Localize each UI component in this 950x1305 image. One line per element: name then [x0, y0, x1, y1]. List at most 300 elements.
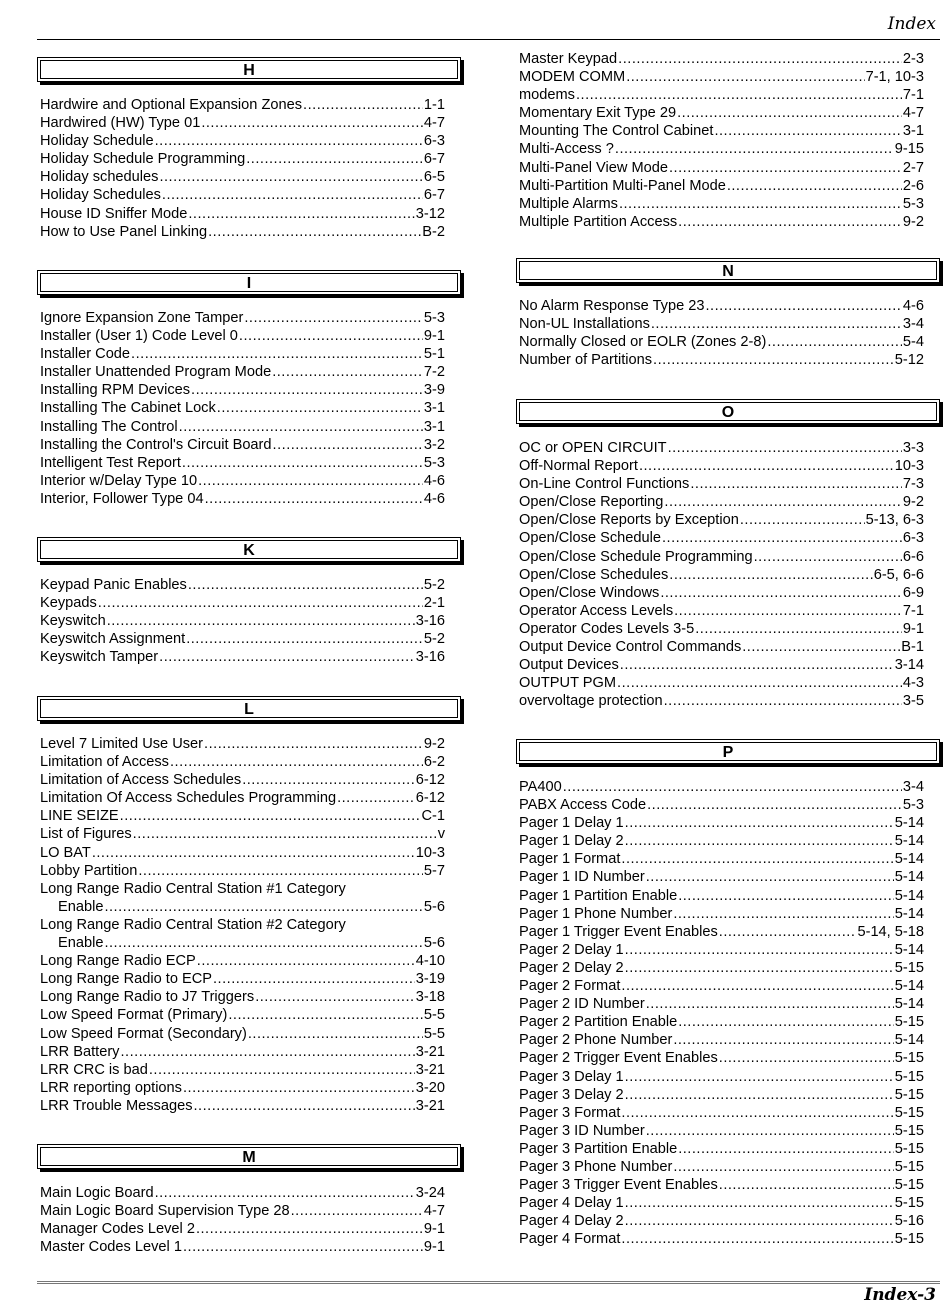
- index-entry: [40, 186, 445, 204]
- index-term: No Alarm Response Type 23: [519, 298, 705, 314]
- index-entry: [40, 363, 445, 381]
- index-page-ref: B-2: [422, 223, 445, 240]
- index-page-ref: 9-1: [902, 620, 924, 637]
- dot-leader: [621, 1104, 893, 1122]
- index-term: Low Speed Format (Primary): [40, 1007, 228, 1024]
- index-entry: [519, 1212, 924, 1230]
- index-page-ref: 5-7: [423, 862, 445, 879]
- index-term: On-Line Control Functions: [519, 476, 690, 493]
- index-entry: [519, 1013, 924, 1031]
- index-entry: [40, 898, 445, 916]
- index-entry: [40, 807, 445, 825]
- index-term: Pager 4 Format: [519, 1231, 621, 1248]
- index-term: LRR Trouble Messages: [40, 1097, 193, 1114]
- index-page-ref: 5-15: [894, 1158, 924, 1175]
- dot-leader: [647, 796, 902, 814]
- dot-leader: [714, 122, 901, 140]
- index-term: LRR Battery: [40, 1043, 120, 1060]
- index-entry: [40, 472, 445, 490]
- index-entry: [40, 934, 445, 952]
- dot-leader: [197, 952, 415, 970]
- index-term: modems: [519, 87, 575, 104]
- dot-leader: [664, 692, 902, 710]
- index-entry: [40, 454, 445, 472]
- index-page-ref: 5-15: [894, 1122, 924, 1139]
- dot-leader: [669, 566, 872, 584]
- index-term: Operator Codes Levels 3-5: [519, 620, 695, 637]
- section-header-o: O: [516, 399, 940, 424]
- dot-leader: [677, 104, 902, 122]
- index-entry: [40, 648, 445, 666]
- index-term: Number of Partitions: [519, 352, 653, 369]
- dot-leader: [678, 1013, 894, 1031]
- index-page-ref: 4-7: [902, 105, 924, 122]
- index-entry: [40, 988, 445, 1006]
- index-page-ref: 3-1: [423, 418, 445, 435]
- index-page-ref: 6-7: [423, 187, 445, 204]
- index-term: Pager 2 Delay 2: [519, 959, 624, 976]
- index-term: Holiday Schedule: [40, 133, 154, 150]
- dot-leader: [159, 168, 422, 186]
- index-term: Pager 2 Partition Enable: [519, 1014, 678, 1031]
- index-term: Multi-Partition Multi-Panel Mode: [519, 177, 726, 194]
- index-entry: [40, 345, 445, 363]
- dot-leader: [179, 418, 423, 436]
- index-entry: [519, 850, 924, 868]
- dot-leader: [626, 68, 864, 86]
- dot-leader: [120, 1043, 414, 1061]
- index-entry-list: [40, 576, 445, 666]
- dot-leader: [104, 898, 422, 916]
- index-term: Pager 4 Delay 1: [519, 1195, 624, 1212]
- index-term: Interior, Follower Type 04: [40, 490, 204, 507]
- index-entry: [519, 333, 924, 351]
- index-page-ref: 7-1: [902, 602, 924, 619]
- index-term: MODEM COMM: [519, 69, 626, 86]
- dot-leader: [149, 1061, 415, 1079]
- index-term: Holiday schedules: [40, 169, 159, 186]
- index-term: Momentary Exit Type 29: [519, 105, 677, 122]
- index-entry: [40, 132, 445, 150]
- dot-leader: [188, 576, 423, 594]
- index-entry: [40, 612, 445, 630]
- index-entry: [519, 941, 924, 959]
- index-page-ref: 5-15: [894, 1231, 924, 1248]
- index-page-ref: 6-5: [423, 169, 445, 186]
- index-term: Pager 2 Delay 1: [519, 941, 624, 958]
- index-page-ref: 5-3: [423, 454, 445, 471]
- index-term: Master Codes Level 1: [40, 1239, 182, 1256]
- index-term: Keyswitch Assignment: [40, 631, 186, 648]
- index-entry: [519, 1086, 924, 1104]
- dot-leader: [742, 638, 900, 656]
- index-page-ref: 3-18: [415, 989, 445, 1006]
- index-term: Open/Close Reporting: [519, 494, 664, 511]
- index-page-ref: 5-14, 5-18: [857, 923, 924, 940]
- index-entry: [40, 862, 445, 880]
- index-page-ref: 5-14: [894, 815, 924, 832]
- dot-leader: [678, 887, 894, 905]
- index-entry: [519, 529, 924, 547]
- dot-leader: [625, 1068, 894, 1086]
- index-page-ref: 5-6: [423, 935, 445, 952]
- index-term: Open/Close Schedules: [519, 566, 669, 583]
- dot-leader: [664, 493, 902, 511]
- dot-leader: [678, 1140, 894, 1158]
- index-entry-list: [40, 1184, 445, 1256]
- index-entry: [519, 620, 924, 638]
- index-term: Long Range Radio Central Station #1 Category: [40, 880, 346, 897]
- index-term: PABX Access Code: [519, 797, 647, 814]
- index-term: Holiday Schedules: [40, 187, 161, 204]
- index-entry: [519, 475, 924, 493]
- index-entry: [40, 1061, 445, 1079]
- dot-leader: [625, 1212, 894, 1230]
- dot-leader: [673, 1158, 893, 1176]
- index-entry: [519, 778, 924, 796]
- dot-leader: [228, 1006, 423, 1024]
- index-page-ref: 5-2: [423, 631, 445, 648]
- index-entry: [40, 1097, 445, 1115]
- dot-leader: [239, 327, 423, 345]
- index-term: Manager Codes Level 2: [40, 1221, 195, 1238]
- index-entry: [40, 1220, 445, 1238]
- index-entry: [519, 511, 924, 529]
- dot-leader: [194, 1097, 415, 1115]
- dot-leader: [92, 844, 415, 862]
- index-term: Hardwired (HW) Type 01: [40, 115, 201, 132]
- dot-leader: [625, 1086, 894, 1104]
- index-term: Hardwire and Optional Expansion Zones: [40, 97, 303, 113]
- index-term: Installer (User 1) Code Level 0: [40, 328, 238, 345]
- index-term: Keyswitch: [40, 613, 106, 630]
- index-page-ref: 3-1: [902, 123, 924, 140]
- dot-leader: [201, 114, 423, 132]
- index-term: Main Logic Board: [40, 1185, 154, 1201]
- header-rule: [37, 39, 940, 40]
- index-term: OC or OPEN CIRCUIT: [519, 440, 667, 456]
- index-entry-list: [40, 96, 445, 241]
- index-entry: [519, 977, 924, 995]
- index-term: Pager 1 Phone Number: [519, 905, 673, 922]
- index-entry: [40, 205, 445, 223]
- index-term: Installer Unattended Program Mode: [40, 364, 272, 381]
- index-term: Installer Code: [40, 346, 131, 363]
- index-term: Open/Close Schedule: [519, 530, 661, 547]
- dot-leader: [646, 995, 894, 1013]
- index-entry: [519, 177, 924, 195]
- dot-leader: [719, 923, 857, 941]
- index-page-ref: 3-5: [902, 693, 924, 710]
- index-entry: [40, 630, 445, 648]
- index-entry: [519, 674, 924, 692]
- index-page-ref: 5-3: [902, 195, 924, 212]
- index-entry: [519, 68, 924, 86]
- dot-leader: [625, 832, 894, 850]
- index-page-ref: 5-14: [894, 996, 924, 1013]
- index-page-ref: 3-4: [902, 316, 924, 333]
- section-header-l: L: [37, 696, 461, 721]
- index-term: Pager 1 ID Number: [519, 869, 645, 886]
- index-page-ref: 6-5, 6-6: [873, 566, 924, 583]
- index-page-ref: 5-5: [423, 1025, 445, 1042]
- index-entry: [519, 1031, 924, 1049]
- index-page-ref: 4-6: [423, 490, 445, 507]
- index-term: Pager 2 Trigger Event Enables: [519, 1050, 718, 1067]
- index-term: Multiple Partition Access: [519, 213, 678, 230]
- index-entry: [40, 1238, 445, 1256]
- index-entry: [519, 796, 924, 814]
- index-term: Level 7 Limited Use User: [40, 736, 204, 752]
- dot-leader: [255, 988, 415, 1006]
- index-term: Low Speed Format (Secondary): [40, 1025, 247, 1042]
- index-term: LINE SEIZE: [40, 808, 119, 825]
- section-header-k: K: [37, 537, 461, 562]
- index-term: PA400: [519, 779, 562, 795]
- index-page-ref: 3-3: [902, 440, 924, 456]
- dot-leader: [303, 96, 423, 114]
- index-entry: [40, 1006, 445, 1024]
- index-term: Pager 2 Phone Number: [519, 1032, 673, 1049]
- dot-leader: [198, 472, 423, 490]
- index-page-ref: 4-7: [423, 1203, 445, 1220]
- index-page-ref: 9-1: [423, 328, 445, 345]
- index-page-ref: 4-6: [423, 472, 445, 489]
- index-entry: [40, 735, 445, 753]
- index-entry-list: [40, 309, 445, 508]
- index-term: Limitation of Access Schedules: [40, 772, 242, 789]
- index-page-ref: 5-5: [423, 1007, 445, 1024]
- dot-leader: [621, 850, 893, 868]
- index-term: Pager 1 Trigger Event Enables: [519, 923, 718, 940]
- dot-leader: [186, 630, 423, 648]
- dot-leader: [662, 529, 902, 547]
- index-term: Long Range Radio Central Station #2 Category: [40, 916, 346, 933]
- index-entry: [519, 50, 924, 68]
- dot-leader: [563, 778, 902, 796]
- index-term: LO BAT: [40, 844, 91, 861]
- dot-leader: [673, 905, 893, 923]
- dot-leader: [695, 620, 902, 638]
- dot-leader: [98, 594, 423, 612]
- dot-leader: [651, 315, 902, 333]
- index-entry: [40, 771, 445, 789]
- dot-leader: [620, 656, 894, 674]
- index-page-ref: 5-13, 6-3: [865, 512, 924, 529]
- index-term: OUTPUT PGM: [519, 675, 617, 692]
- index-page-ref: v: [437, 826, 445, 843]
- dot-leader: [138, 862, 423, 880]
- index-entry: [40, 970, 445, 988]
- index-entry: [519, 1230, 924, 1248]
- index-entry: [519, 140, 924, 158]
- index-entry: [519, 493, 924, 511]
- index-page-ref: 2-1: [423, 595, 445, 612]
- index-entry: [40, 327, 445, 345]
- dot-leader: [618, 50, 902, 68]
- index-term: List of Figures: [40, 826, 132, 843]
- index-entry: [519, 584, 924, 602]
- index-page-ref: 2-7: [902, 159, 924, 176]
- index-entry: [40, 916, 445, 934]
- index-page-ref: 3-2: [423, 436, 445, 453]
- index-term: Pager 3 ID Number: [519, 1122, 645, 1139]
- index-entry: [519, 213, 924, 231]
- index-page-ref: 6-6: [902, 548, 924, 565]
- index-page-ref: 3-21: [415, 1097, 445, 1114]
- index-page-ref: 9-1: [423, 1221, 445, 1238]
- index-page-ref: 5-14: [894, 869, 924, 886]
- index-term: Master Keypad: [519, 51, 618, 67]
- index-entry: [40, 753, 445, 771]
- index-page-ref: 6-12: [415, 790, 445, 807]
- dot-leader: [678, 213, 902, 231]
- dot-leader: [246, 150, 423, 168]
- index-entry: [519, 1176, 924, 1194]
- index-entry: [40, 1184, 445, 1202]
- dot-leader: [337, 789, 415, 807]
- dot-leader: [625, 814, 894, 832]
- index-term: Pager 1 Format: [519, 851, 621, 868]
- index-page-ref: 5-14: [894, 851, 924, 868]
- index-page-ref: 5-15: [894, 1050, 924, 1067]
- index-term: Pager 1 Partition Enable: [519, 887, 678, 904]
- section-header-p: P: [516, 739, 940, 764]
- dot-leader: [674, 602, 902, 620]
- dot-leader: [217, 399, 423, 417]
- index-page-ref: 10-3: [415, 844, 445, 861]
- section-header-n: N: [516, 258, 940, 283]
- index-entry: [519, 159, 924, 177]
- dot-leader: [104, 934, 422, 952]
- index-page-ref: 4-10: [415, 953, 445, 970]
- index-page-ref: 3-9: [423, 382, 445, 399]
- dot-leader: [625, 941, 894, 959]
- index-page-ref: 4-7: [423, 115, 445, 132]
- dot-leader: [208, 223, 421, 241]
- section-header-i: I: [37, 270, 461, 295]
- index-entry-list: [519, 778, 924, 1248]
- index-page-ref: 5-15: [894, 1014, 924, 1031]
- index-page-ref: 6-12: [415, 772, 445, 789]
- dot-leader: [213, 970, 415, 988]
- index-page-ref: 3-4: [902, 779, 924, 795]
- index-entry: [40, 150, 445, 168]
- index-entry: [519, 566, 924, 584]
- index-term: Keypads: [40, 595, 97, 612]
- index-term: Long Range Radio to J7 Triggers: [40, 989, 255, 1006]
- index-term: Intelligent Test Report: [40, 454, 181, 471]
- index-page-ref: 3-12: [415, 205, 445, 222]
- index-page-ref: 7-1: [902, 87, 924, 104]
- index-term: Limitation Of Access Schedules Programming: [40, 790, 337, 807]
- dot-leader: [191, 381, 423, 399]
- index-page-ref: 3-14: [894, 657, 924, 674]
- index-page-ref: 5-12: [894, 352, 924, 369]
- index-entry: [519, 923, 924, 941]
- index-term: How to Use Panel Linking: [40, 223, 208, 240]
- index-page-ref: 2-3: [902, 51, 924, 67]
- index-term: Non-UL Installations: [519, 316, 650, 333]
- dot-leader: [162, 186, 423, 204]
- index-entry: [40, 114, 445, 132]
- index-term: overvoltage protection: [519, 693, 663, 710]
- index-page-ref: 5-14: [894, 978, 924, 995]
- index-term: Pager 1 Delay 1: [519, 815, 624, 832]
- index-page-ref: 5-15: [894, 1140, 924, 1157]
- index-term: Limitation of Access: [40, 754, 169, 771]
- index-entry: [519, 351, 924, 369]
- dot-leader: [155, 1184, 415, 1202]
- index-entry: [519, 1122, 924, 1140]
- dot-leader: [576, 86, 902, 104]
- index-entry: [40, 223, 445, 241]
- index-page-ref: 3-16: [415, 649, 445, 666]
- index-page-ref: 5-4: [902, 334, 924, 351]
- dot-leader: [639, 457, 894, 475]
- index-entry: [40, 418, 445, 436]
- index-entry: [519, 887, 924, 905]
- index-term: Multi-Panel View Mode: [519, 159, 668, 176]
- index-entry: [519, 439, 924, 457]
- index-term: Pager 3 Delay 2: [519, 1086, 624, 1103]
- index-term: Output Device Control Commands: [519, 639, 742, 656]
- index-entry: [519, 86, 924, 104]
- index-page-ref: 5-15: [894, 1068, 924, 1085]
- footer-rule: [37, 1281, 940, 1284]
- index-entry: [40, 1025, 445, 1043]
- index-page-ref: C-1: [421, 808, 445, 825]
- running-head: Index: [887, 14, 936, 34]
- index-page-ref: 9-2: [423, 736, 445, 752]
- index-page-ref: 3-20: [415, 1079, 445, 1096]
- dot-leader: [625, 1194, 894, 1212]
- dot-leader: [706, 297, 902, 315]
- index-entry-list: [519, 439, 924, 710]
- index-page-ref: 3-21: [415, 1043, 445, 1060]
- index-entry: [519, 905, 924, 923]
- index-entry-list: [519, 50, 924, 231]
- index-page-ref: 3-24: [415, 1185, 445, 1201]
- dot-leader: [673, 1031, 893, 1049]
- index-term: Installing the Control's Circuit Board: [40, 436, 272, 453]
- index-entry: [519, 1140, 924, 1158]
- index-entry: [519, 1194, 924, 1212]
- index-term: Open/Close Schedule Programming: [519, 548, 753, 565]
- index-entry-list: [40, 735, 445, 1115]
- index-page-ref: 9-2: [902, 494, 924, 511]
- dot-leader: [133, 825, 437, 843]
- index-entry: [519, 868, 924, 886]
- dot-leader: [619, 195, 902, 213]
- dot-leader: [183, 1079, 415, 1097]
- index-entry: [519, 1068, 924, 1086]
- index-term: Enable: [58, 898, 104, 915]
- index-term: Holiday Schedule Programming: [40, 151, 246, 168]
- dot-leader: [646, 868, 894, 886]
- index-page-ref: 7-2: [423, 364, 445, 381]
- index-entry: [40, 309, 445, 327]
- index-entry: [519, 1104, 924, 1122]
- dot-leader: [615, 140, 894, 158]
- dot-leader: [727, 177, 902, 195]
- page-number: Index-3: [864, 1285, 936, 1305]
- index-entry: [40, 1079, 445, 1097]
- dot-leader: [170, 753, 423, 771]
- index-entry: [519, 959, 924, 977]
- index-term: Normally Closed or EOLR (Zones 2-8): [519, 334, 767, 351]
- dot-leader: [621, 977, 893, 995]
